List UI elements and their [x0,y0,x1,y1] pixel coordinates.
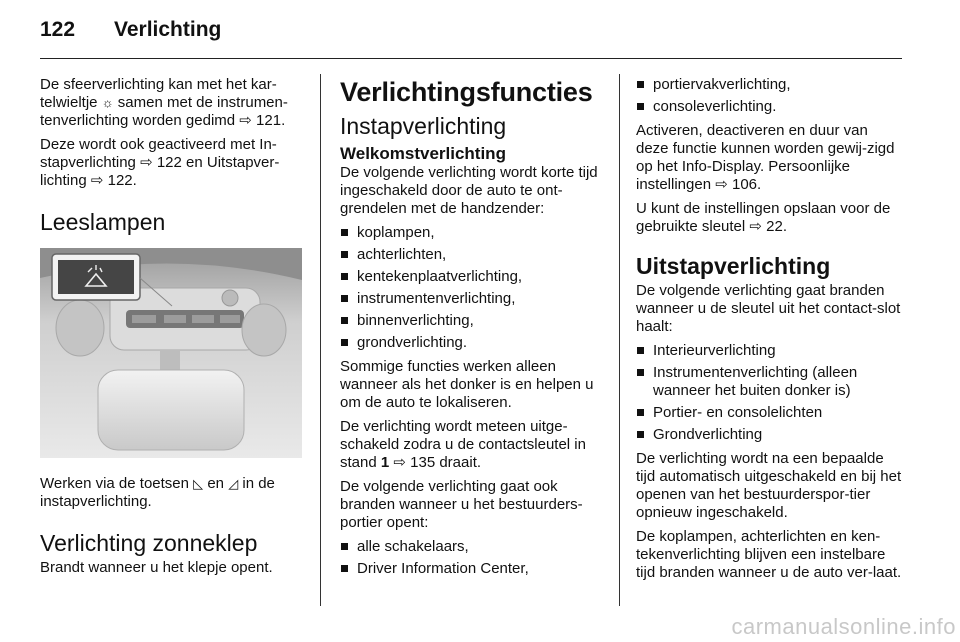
page-ref[interactable]: 135 draait. [410,454,482,471]
list-item: binnenverlichting, [340,312,606,330]
heading-uitstapverlichting: Uitstapverlichting [636,253,831,279]
page-number: 122 [40,18,76,41]
header-rule [40,58,902,59]
page-header [40,18,221,42]
paragraph-zonneklep: Brandt wanneer u het klepje opent. [40,559,273,576]
page-ref[interactable]: 106. [731,176,762,193]
list-item: alle schakelaars, [340,538,606,556]
heading-leeslampen: Leeslampen [40,209,166,235]
watermark: carmanualsonline.info [731,614,956,639]
paragraph-switch-off: De verlichting wordt meteen uitge-schakeld zodra u de contactsleutel in stand 1 ⇨ 135 draait. [340,418,586,471]
arrow-ref-icon: ⇨ [90,172,104,189]
page-ref[interactable]: 121. [256,112,286,129]
list-item: grondverlichting. [340,334,606,352]
list-item: achterlichten, [340,246,606,264]
page-ref[interactable]: 122. [107,172,137,189]
paragraph-auto-off: De verlichting wordt na een bepaalde tijd automatisch uitgeschakeld en bij het openen van het bestuurderspor-tier opnieuw ingeschakeld. [636,450,902,521]
list-item: consoleverlichting. [636,98,904,116]
column-divider-2 [619,74,620,606]
arrow-ref-icon: ⇨ [749,218,762,235]
column-2 [340,76,606,584]
paragraph-sfeer: De sfeerverlichting kan met het kar-telwieltje ☼ samen met de instrumen-tenverlichting worden gedimd ⇨ 121. [40,76,288,129]
heading-instapverlichting: Instapverlichting [340,113,507,139]
heading-welkomstverlichting: Welkomstverlichting [340,144,506,163]
paragraph-door: De volgende verlichting gaat ook branden wanneer u het bestuurders-portier opent: [340,478,583,531]
list-item: Grondverlichting [636,426,904,444]
list-item: kentekenplaatverlichting, [340,268,606,286]
paragraph-welkomst-intro: De volgende verlichting wordt korte tijd ingeschakeld door de auto te ont-grendelen met de handzender: [340,164,598,217]
paragraph-dark: Sommige functies werken alleen wanneer als het donker is en helpen u om de auto te lokaliseren. [340,358,594,411]
list-uitstap [636,342,904,444]
list-door-cont [636,76,904,116]
ignition-position: 1 [380,454,390,471]
list-item: koplampen, [340,224,606,242]
lamp-right-icon: ◿ [228,476,239,491]
page-ref[interactable]: 22. [766,218,788,235]
list-item: Interieurverlichting [636,342,904,360]
paragraph-toetsen: Werken via de toetsen ◺ en ◿ in de instapverlichting. [40,475,275,510]
list-welkomst [340,224,606,352]
section-title: Verlichting [114,18,222,41]
list-item: Driver Information Center, [340,560,606,578]
list-door [340,538,606,578]
dimmer-icon: ☼ [101,95,114,110]
paragraph-uitstap-intro: De volgende verlichting gaat branden wanneer u de sleutel uit het contact-slot haalt: [636,282,901,335]
paragraph-activated: Deze wordt ook geactiveerd met In-stapverlichting ⇨ 122 en Uitstapver-lichting ⇨ 122. [40,136,280,189]
reading-lamp-photo [40,248,302,458]
arrow-ref-icon: ⇨ [715,176,728,193]
column-1 [40,76,306,583]
list-item: portiervakverlichting, [636,76,904,94]
arrow-ref-icon: ⇨ [393,454,406,471]
list-item: Instrumentenverlichting (alleen wanneer het buiten donker is) [636,364,904,400]
paragraph-activate: Activeren, deactiveren en duur van deze functie kunnen worden gewij-zigd op het Info-Display. Persoonlijke instellingen ⇨ 106. [636,122,895,193]
paragraph-last: De koplampen, achterlichten en ken-tekenverlichting blijven een instelbare tijd branden wanneer u de auto ver-laat. [636,528,902,581]
arrow-ref-icon: ⇨ [239,112,252,129]
column-3 [636,76,904,588]
heading-verlichtingsfuncties: Verlichtingsfuncties [340,77,593,107]
paragraph-save: U kunt de instellingen opslaan voor de gebruikte sleutel ⇨ 22. [636,200,891,235]
heading-zonneklep: Verlichting zonneklep [40,530,258,556]
arrow-ref-icon: ⇨ [140,154,153,171]
column-divider-1 [320,74,321,606]
list-item: Portier- en consolelichten [636,404,904,422]
lamp-left-icon: ◺ [193,476,204,491]
list-item: instrumentenverlichting, [340,290,606,308]
page-ref[interactable]: 122 en Uitstapver-lichting [40,154,280,189]
